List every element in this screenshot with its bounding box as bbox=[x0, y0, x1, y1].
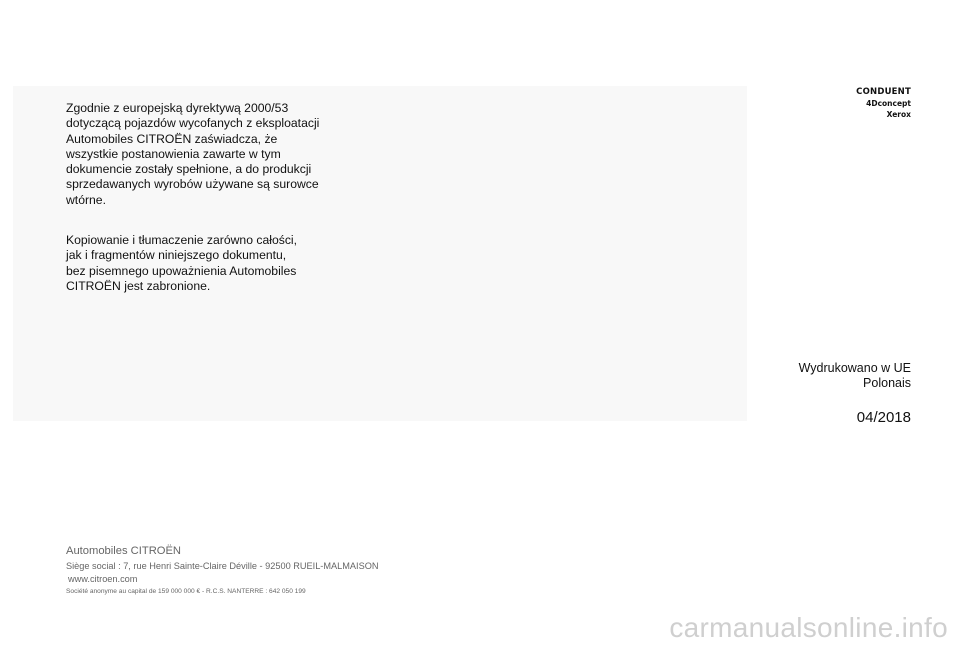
footer-address: Siège social : 7, rue Henri Sainte-Claire Déville - 92500 RUEIL-MALMAISON bbox=[66, 561, 379, 571]
printed-in-country: Polonais bbox=[863, 376, 911, 390]
edition-date: 04/2018 bbox=[856, 409, 911, 426]
recycling-statement: Zgodnie z europejską dyrektywą 2000/53 dotyczącą pojazdów wycofanych z eksploatacji Automobiles CITROËN zaświadcza, że wszystkie postanowienia zawarte w tym dokumencie zostały spełnione, a do produkcji sprzedawanych wyrobów używane są surowce wtórne. bbox=[66, 101, 320, 207]
printer-credits bbox=[856, 87, 911, 120]
footer bbox=[66, 545, 379, 597]
footer-website[interactable]: www.citroen.com bbox=[68, 574, 138, 584]
printed-in-region: Wydrukowano w UE bbox=[798, 361, 911, 375]
printer-4dconcept: 4Dconcept bbox=[866, 99, 911, 108]
footer-company: Automobiles CITROËN bbox=[66, 545, 182, 557]
printer-conduent: CONDUENT bbox=[856, 87, 911, 97]
printed-in bbox=[799, 361, 911, 391]
printer-xerox: Xerox bbox=[886, 110, 911, 119]
footer-legal: Société anonyme au capital de 159 000 000 € - R.C.S. NANTERRE : 642 050 199 bbox=[66, 588, 306, 595]
copyright-statement: Kopiowanie i tłumaczenie zarówno całości, jak i fragmentów niniejszego dokumentu, bez pisemnego upoważnienia Automobiles CITROËN jest zabronione. bbox=[66, 233, 298, 293]
watermark: carmanualsonline.info bbox=[669, 612, 948, 643]
